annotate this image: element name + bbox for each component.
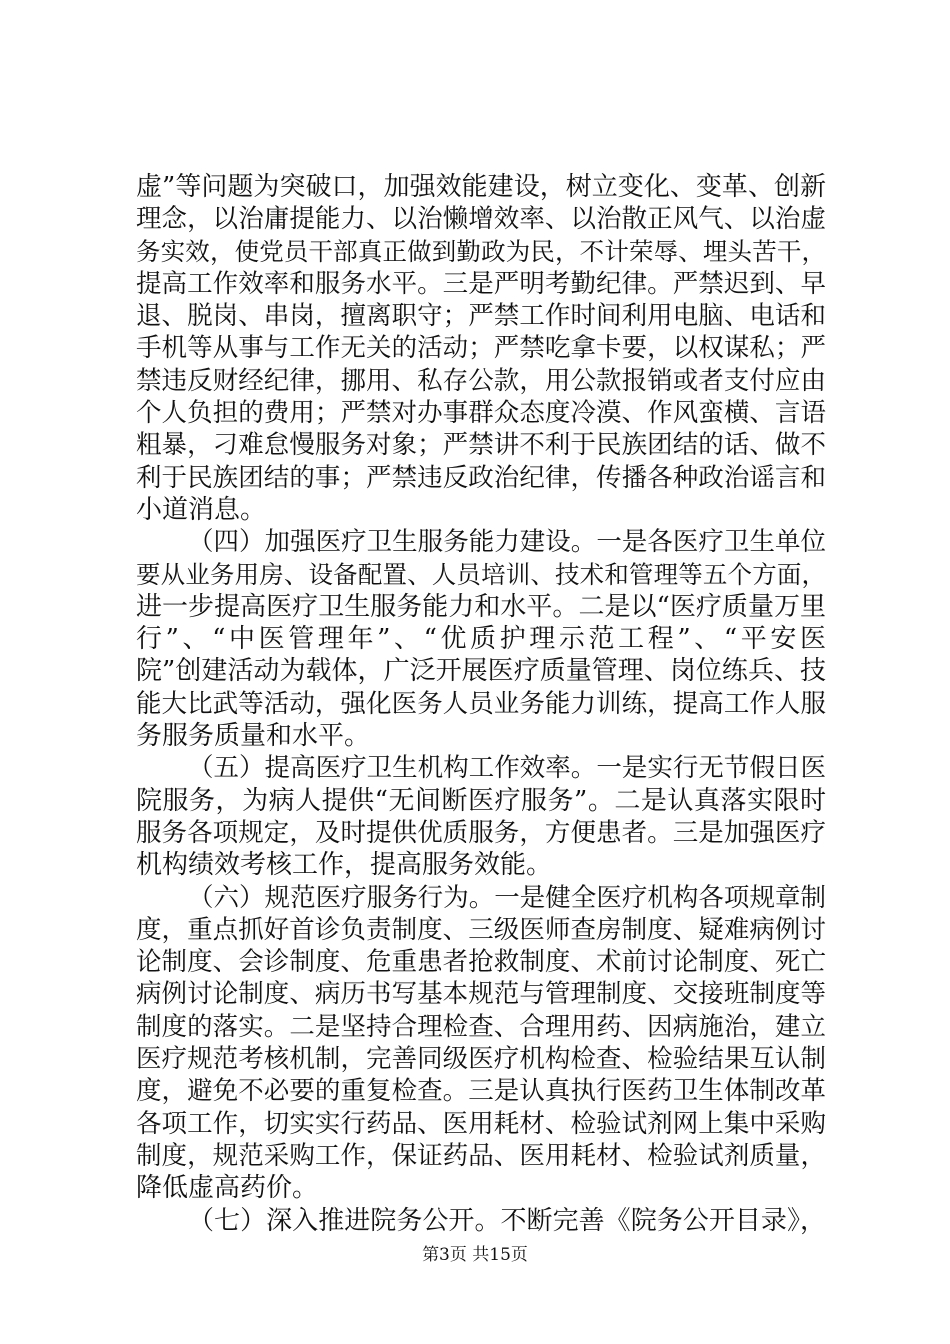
text-line: 手机等从事与工作无关的活动；严禁吃拿卡要，以权谋私；严 <box>136 333 826 364</box>
text-line: 利于民族团结的事；严禁违反政治纪律，传播各种政治谣言和 <box>136 462 826 493</box>
text-line: 降低虚高药价。 <box>136 1173 319 1204</box>
text-line: 院服务，为病人提供“无间断医疗服务”。二是认真落实限时 <box>136 785 826 816</box>
text-line: 进一步提高医疗卫生服务能力和水平。二是以“医疗质量万里 <box>136 591 826 622</box>
text-line: （六）规范医疗服务行为。一是健全医疗机构各项规章制 <box>188 882 826 913</box>
text-line: 医疗规范考核机制，完善同级医疗机构检查、检验结果互认制 <box>136 1044 826 1075</box>
text-line: 论制度、会诊制度、危重患者抢救制度、术前讨论制度、死亡 <box>136 947 826 978</box>
document-body <box>136 171 826 1237</box>
text-line: （七）深入推进院务公开。不断完善《院务公开目录》， <box>188 1205 826 1236</box>
text-line: 提高工作效率和服务水平。三是严明考勤纪律。严禁迟到、早 <box>136 268 826 299</box>
text-line: 机构绩效考核工作，提高服务效能。 <box>136 850 553 881</box>
page-footer: 第3页 共15页 <box>422 1245 528 1265</box>
text-line: 能大比武等活动，强化医务人员业务能力训练，提高工作人服 <box>136 688 826 719</box>
text-line: 理念，以治庸提能力、以治懒增效率、以治散正风气、以治虚 <box>136 204 826 235</box>
text-line: 制度的落实。二是坚持合理检查、合理用药、因病施治，建立 <box>136 1011 826 1042</box>
text-line: 度，重点抓好首诊负责制度、三级医师查房制度、疑难病例讨 <box>136 914 826 945</box>
text-line: 度，避免不必要的重复检查。三是认真执行医药卫生体制改革 <box>136 1076 826 1107</box>
text-line: 服务各项规定，及时提供优质服务，方便患者。三是加强医疗 <box>136 817 826 848</box>
text-line: 虚”等问题为突破口，加强效能建设，树立变化、变革、创新 <box>136 172 826 202</box>
text-line: （四）加强医疗卫生服务能力建设。一是各医疗卫生单位 <box>188 527 826 558</box>
text-line: 务实效，使党员干部真正做到勤政为民，不计荣辱、埋头苦干， <box>136 236 826 266</box>
text-line: 退、脱岗、串岗，擅离职守；严禁工作时间利用电脑、电话和 <box>136 301 826 332</box>
text-line: 粗暴，刁难怠慢服务对象；严禁讲不利于民族团结的话、做不 <box>136 430 826 461</box>
text-line: 各项工作，切实实行药品、医用耗材、检验试剂网上集中采购 <box>136 1108 826 1139</box>
text-line: 病例讨论制度、病历书写基本规范与管理制度、交接班制度等 <box>136 979 826 1010</box>
text-line: 禁违反财经纪律，挪用、私存公款，用公款报销或者支付应由 <box>136 365 826 396</box>
text-line: 院”创建活动为载体，广泛开展医疗质量管理、岗位练兵、技 <box>136 656 826 687</box>
text-line: 个人负担的费用；严禁对办事群众态度冷漠、作风蛮横、言语 <box>136 398 826 429</box>
text-line: 制度，规范采购工作，保证药品、医用耗材、检验试剂质量， <box>136 1140 826 1171</box>
text-line: 要从业务用房、设备配置、人员培训、技术和管理等五个方面， <box>136 559 826 589</box>
text-line: 务服务质量和水平。 <box>136 721 371 752</box>
text-line: 小道消息。 <box>136 494 267 525</box>
text-line: （五）提高医疗卫生机构工作效率。一是实行无节假日医 <box>188 753 826 784</box>
text-line: 行”、“中医管理年”、“优质护理示范工程”、“平安医 <box>136 624 826 655</box>
